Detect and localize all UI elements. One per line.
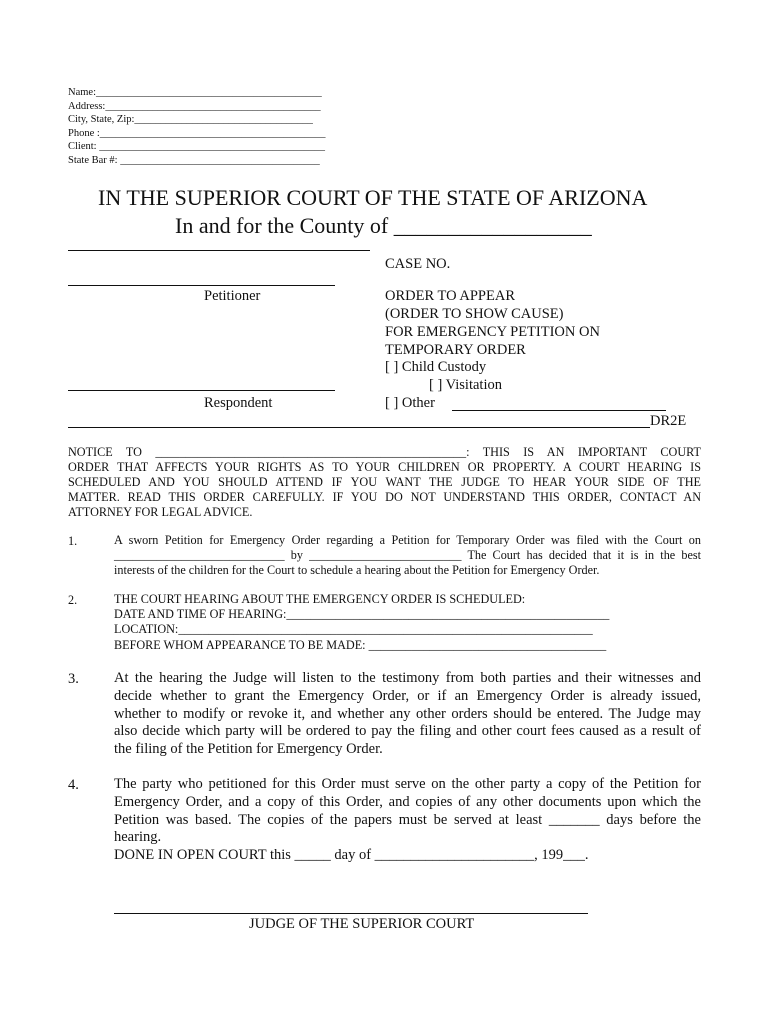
- petitioner-name-line-1: [68, 250, 370, 251]
- attorney-bar-field: State Bar #: ______________________________________: [68, 154, 320, 166]
- order-subtitle: (ORDER TO SHOW CAUSE): [385, 306, 564, 322]
- item-2-text: [114, 592, 609, 653]
- order-title: ORDER TO APPEAR: [385, 288, 515, 304]
- petitioner-name-line-2: [68, 285, 335, 286]
- county-title: In and for the County of __________________: [175, 213, 592, 238]
- hearing-date-field[interactable]: DATE AND TIME OF HEARING:_____________________________________________________: [114, 607, 610, 622]
- other-fill-line: [452, 410, 666, 411]
- respondent-label: Respondent: [204, 395, 273, 411]
- item-3-line: whether to modify or revoke it, and whether any other orders should be entered. The Judge may: [114, 705, 701, 722]
- item-4-line: Emergency Order, and a copy of this Order, and copies of any other documents upon which the: [114, 793, 701, 810]
- item-4-line: hearing.: [114, 829, 162, 846]
- form-code: DR2E: [650, 413, 687, 429]
- checkbox-other[interactable]: [ ] Other: [385, 395, 435, 411]
- petitioner-label: Petitioner: [204, 288, 261, 304]
- order-subtitle-3: TEMPORARY ORDER: [385, 341, 526, 358]
- item-1-text: [114, 533, 701, 579]
- notice-line: MATTER. READ THIS ORDER CAREFULLY. IF YOU DO NOT UNDERSTAND THIS ORDER, CONTACT AN: [68, 489, 701, 504]
- attorney-client-field: Client: ___________________________________________: [68, 141, 325, 152]
- item-4-line: Petition was based. The copies of the papers must be served at least _______ days before the: [114, 811, 701, 828]
- attorney-city-field: City, State, Zip:__________________________________: [68, 114, 313, 125]
- item-3-line: the filing of the Petition for Emergency Order.: [114, 741, 383, 758]
- item-3-line: also decide which party will be ordered to pay the filing and other court fees caused as a result of: [114, 723, 701, 740]
- item-1-line: ____________________________ by _________________________ The Court has decided that it is in the best: [114, 548, 701, 563]
- item-3-line: decide whether to grant the Emergency Order, or if an Emergency Order is already issued,: [114, 687, 701, 704]
- item-4-number: 4.: [68, 777, 79, 793]
- item-2-number: 2.: [68, 593, 78, 607]
- checkbox-child-custody[interactable]: [ ] Child Custody: [385, 359, 487, 375]
- judge-signature-label: JUDGE OF THE SUPERIOR COURT: [249, 916, 475, 932]
- respondent-name-line: [68, 390, 335, 391]
- court-title: IN THE SUPERIOR COURT OF THE STATE OF ARIZONA: [98, 185, 648, 210]
- item-2-heading: THE COURT HEARING ABOUT THE EMERGENCY ORDER IS SCHEDULED:: [114, 592, 526, 606]
- attorney-phone-field: Phone :___________________________________________: [68, 127, 326, 139]
- order-subtitle-2: FOR EMERGENCY PETITION ON: [385, 323, 600, 340]
- notice-paragraph: [68, 445, 701, 520]
- item-1-number: 1.: [68, 534, 78, 548]
- hearing-location-field[interactable]: LOCATION:____________________________________________________________________: [114, 622, 593, 637]
- attorney-name-field: Name:___________________________________________: [68, 87, 322, 98]
- item-4-line: The party who petitioned for this Order must serve on the other party a copy of the Petition for: [114, 776, 701, 792]
- item-1-line: A sworn Petition for Emergency Order regarding a Petition for Temporary Order was filed with the Court on: [114, 533, 701, 547]
- item-4-text: [114, 776, 701, 865]
- caption-bottom-rule: [68, 427, 650, 428]
- item-3-line: At the hearing the Judge will listen to the testimony from both parties and their witnesses and: [114, 670, 701, 686]
- notice-line: NOTICE TO ___________________________________________________: THIS IS AN IMPORTANT COURT: [68, 445, 701, 459]
- attorney-address-field: Address:_________________________________________: [68, 100, 321, 112]
- case-number-label: CASE NO.: [385, 256, 451, 272]
- appearance-before-field[interactable]: BEFORE WHOM APPEARANCE TO BE MADE: _______________________________________: [114, 637, 607, 652]
- notice-line: ORDER THAT AFFECTS YOUR RIGHTS AS TO YOUR CHILDREN OR PROPERTY. A COURT HEARING IS: [68, 459, 701, 474]
- item-3-text: [114, 670, 701, 759]
- notice-line: ATTORNEY FOR LEGAL ADVICE.: [68, 504, 253, 519]
- notice-line: SCHEDULED AND YOU SHOULD ATTEND IF YOU WANT THE JUDGE TO HEAR YOUR SIDE OF THE: [68, 474, 701, 489]
- item-1-line: interests of the children for the Court to schedule a hearing about the Petition for Emergency Order.: [114, 563, 600, 578]
- checkbox-visitation[interactable]: [ ] Visitation: [429, 377, 502, 393]
- item-3-number: 3.: [68, 671, 79, 687]
- judge-signature-line[interactable]: [114, 913, 588, 914]
- done-in-open-court-line[interactable]: DONE IN OPEN COURT this _____ day of ______________________, 199___.: [114, 847, 589, 864]
